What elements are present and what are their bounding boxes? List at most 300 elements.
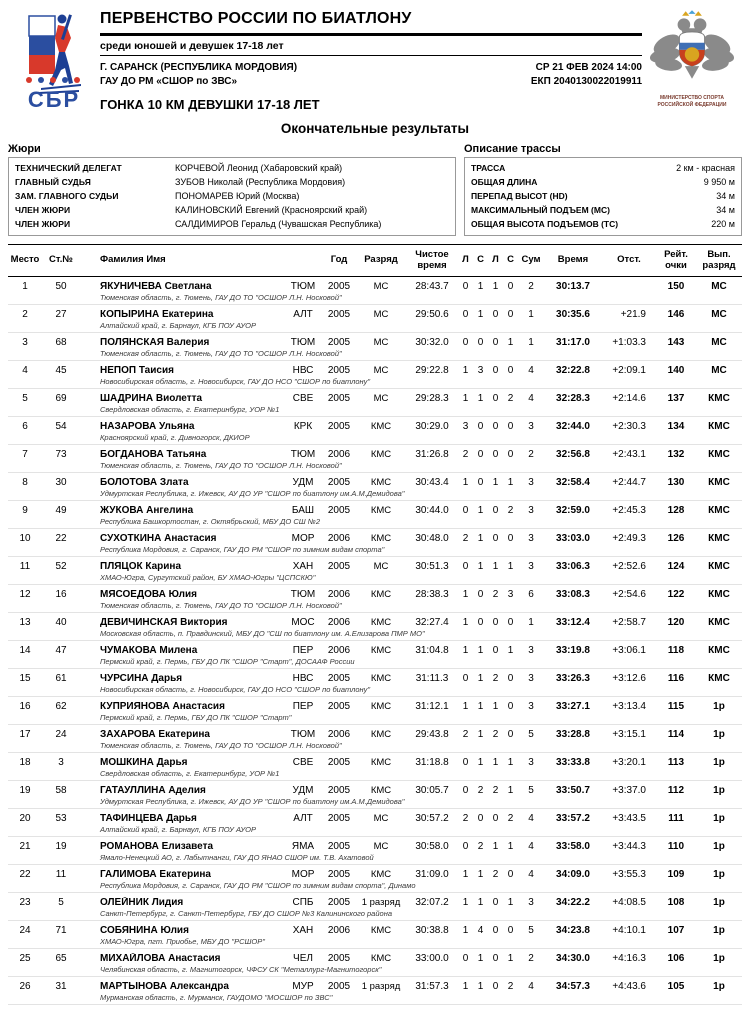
cell-standing2: 0: [507, 700, 514, 712]
cell-pure-time: 31:12.1: [415, 700, 449, 712]
cell-prone2: 1: [492, 840, 499, 852]
cell-place: 25: [19, 952, 31, 964]
cell-standing2: 0: [507, 532, 514, 544]
course-value: 2 км - красная: [676, 163, 735, 173]
cell-standing1: 0: [477, 812, 484, 824]
cell-gap: +4:08.5: [612, 896, 646, 908]
event-datetime: СР 21 ФЕВ 2024 14:00: [535, 62, 642, 73]
cell-rating-points: 115: [667, 700, 685, 712]
cell-athlete-name: МИХАЙЛОВА Анастасия: [100, 952, 221, 964]
cell-birth-year: 2005: [327, 812, 351, 824]
cell-time: 31:17.0: [556, 336, 590, 348]
cell-bib: 54: [55, 420, 67, 432]
cell-prone2: 0: [492, 616, 499, 628]
cell-birth-year: 2005: [327, 336, 351, 348]
cell-prone1: 2: [462, 812, 469, 824]
cell-bib: 65: [55, 952, 67, 964]
cell-bib: 11: [55, 868, 67, 880]
cell-penalty-sum: 2: [528, 280, 534, 292]
cell-standing1: 2: [477, 840, 484, 852]
cell-place: 10: [19, 532, 31, 544]
cell-rank: КМС: [370, 700, 392, 712]
cell-prone1: 1: [462, 868, 469, 880]
cell-time: 30:35.6: [556, 308, 590, 320]
table-row: [8, 893, 742, 921]
cell-gap: +2:52.6: [612, 560, 646, 572]
cell-gap: +3:20.1: [612, 756, 646, 768]
cell-team: Республика Башкортостан, г. Октябрьский, МБУ ДО СШ №2: [100, 517, 321, 527]
course-row: [471, 217, 735, 231]
cell-birth-year: 2005: [327, 420, 351, 432]
course-row: [471, 189, 735, 203]
cell-standing1: 2: [477, 784, 484, 796]
cell-time: 33:26.3: [556, 672, 590, 684]
cell-birth-year: 2006: [327, 588, 351, 600]
cell-birth-year: 2006: [327, 616, 351, 628]
cell-standing2: 0: [507, 448, 514, 460]
cell-earned-rank: 1р: [713, 952, 725, 964]
cell-penalty-sum: 3: [528, 700, 534, 712]
cell-time: 34:23.8: [556, 924, 590, 936]
cell-penalty-sum: 4: [528, 364, 534, 376]
cell-athlete-name: МЯСОЕДОВА Юлия: [100, 588, 197, 600]
course-value: 34 м: [716, 205, 735, 215]
cell-rank: КМС: [370, 756, 392, 768]
course-label: МАКСИМАЛЬНЫЙ ПОДЪЕМ (MC): [471, 205, 610, 215]
cell-earned-rank: МС: [711, 336, 727, 348]
cell-standing1: 1: [477, 728, 484, 740]
cell-birth-year: 2005: [327, 504, 351, 516]
cell-earned-rank: МС: [711, 364, 727, 376]
table-row: [8, 977, 742, 1005]
cell-team: Пермский край, г. Пермь, ГБУ ДО ПК "СШОР "Старт": [100, 713, 292, 723]
cell-standing1: 1: [477, 896, 484, 908]
cell-region: НВС: [292, 364, 314, 376]
cell-gap: +3:55.3: [612, 868, 646, 880]
cell-standing1: 4: [477, 924, 484, 936]
cell-bib: 68: [55, 336, 67, 348]
cell-prone2: 0: [492, 336, 499, 348]
cell-standing2: 0: [507, 308, 514, 320]
cell-standing2: 0: [507, 868, 514, 880]
cell-standing2: 1: [507, 840, 514, 852]
cell-gap: +2:49.3: [612, 532, 646, 544]
cell-earned-rank: КМС: [708, 560, 730, 572]
cell-athlete-name: ЯКУНИЧЕВА Светлана: [100, 280, 212, 292]
cell-earned-rank: КМС: [708, 420, 730, 432]
col-header-rank: Разряд: [364, 254, 398, 266]
cell-earned-rank: КМС: [708, 392, 730, 404]
cell-standing1: 1: [477, 952, 484, 964]
cell-rating-points: 116: [667, 672, 685, 684]
cell-athlete-name: РОМАНОВА Елизавета: [100, 840, 214, 852]
cell-time: 32:59.0: [556, 504, 590, 516]
cell-bib: 24: [55, 728, 67, 740]
cell-team: ХМАО-Югра, Сургутский район, БУ ХМАО-Югры "ЦСПСКЮ": [100, 573, 316, 583]
cell-rating-points: 113: [667, 756, 685, 768]
cell-earned-rank: 1р: [713, 756, 725, 768]
table-row: [8, 445, 742, 473]
cell-team: Алтайский край, г. Барнаул, КГБ ПОУ АУОР: [100, 321, 256, 331]
cell-prone1: 1: [462, 476, 469, 488]
cell-earned-rank: КМС: [708, 588, 730, 600]
cell-athlete-name: ЖУКОВА Ангелина: [100, 504, 194, 516]
cell-bib: 53: [55, 812, 67, 824]
cell-birth-year: 2005: [327, 672, 351, 684]
cell-earned-rank: МС: [711, 280, 727, 292]
cell-rating-points: 109: [667, 868, 685, 880]
table-row: [8, 305, 742, 333]
table-row: [8, 921, 742, 949]
cell-gap: +2:58.7: [612, 616, 646, 628]
cell-rank: КМС: [370, 504, 392, 516]
cell-gap: +4:10.1: [612, 924, 646, 936]
cell-rank: МС: [373, 560, 389, 572]
cell-bib: 30: [55, 476, 67, 488]
table-row: [8, 501, 742, 529]
cell-pure-time: 30:43.4: [415, 476, 449, 488]
cell-pure-time: 31:04.8: [415, 644, 449, 656]
cell-bib: 49: [55, 504, 67, 516]
cell-rank: КМС: [370, 784, 392, 796]
cell-region: УДМ: [292, 476, 314, 488]
cell-prone2: 0: [492, 924, 499, 936]
cell-standing2: 0: [507, 672, 514, 684]
cell-rating-points: 143: [667, 336, 685, 348]
cell-time: 33:03.0: [556, 532, 590, 544]
cell-region: СВЕ: [292, 756, 314, 768]
cell-time: 34:22.2: [556, 896, 590, 908]
cell-pure-time: 30:29.0: [415, 420, 449, 432]
cell-prone2: 0: [492, 504, 499, 516]
cell-prone1: 1: [462, 980, 469, 992]
cell-birth-year: 2005: [327, 868, 351, 880]
jury-row: [15, 175, 449, 189]
cell-region: ЯМА: [291, 840, 315, 852]
cell-athlete-name: ПЛЯЦОК Карина: [100, 560, 182, 572]
cell-rating-points: 130: [667, 476, 685, 488]
document-header: [8, 6, 742, 113]
cell-rank: КМС: [370, 448, 392, 460]
cell-earned-rank: КМС: [708, 532, 730, 544]
cell-rank: КМС: [370, 616, 392, 628]
cell-pure-time: 30:57.2: [415, 812, 449, 824]
cell-standing1: 1: [477, 504, 484, 516]
cell-bib: 45: [55, 364, 67, 376]
event-title: ГОНКА 10 КМ ДЕВУШКИ 17-18 ЛЕТ: [100, 97, 320, 112]
cell-place: 21: [19, 840, 31, 852]
col-header-pure-time: Чистое время: [415, 249, 449, 271]
cell-rating-points: 105: [667, 980, 685, 992]
cell-pure-time: 29:43.8: [415, 728, 449, 740]
cell-earned-rank: 1р: [713, 924, 725, 936]
cell-prone1: 1: [462, 896, 469, 908]
cell-athlete-name: НАЗАРОВА Ульяна: [100, 420, 195, 432]
cell-pure-time: 30:32.0: [415, 336, 449, 348]
course-label: ТРАССА: [471, 163, 506, 173]
cell-pure-time: 29:28.3: [415, 392, 449, 404]
cell-bib: 40: [55, 616, 67, 628]
cell-prone1: 1: [462, 588, 469, 600]
cell-gap: +3:06.1: [612, 644, 646, 656]
cell-place: 26: [19, 980, 31, 992]
cell-rank: МС: [373, 308, 389, 320]
cell-team: ХМАО-Югра, пгт. Приобье, МБУ ДО "РСШОР": [100, 937, 265, 947]
cell-place: 18: [19, 756, 31, 768]
cell-rank: МС: [373, 812, 389, 824]
cell-rank: КМС: [370, 728, 392, 740]
jury-name: ЗУБОВ Николай (Республика Мордовия): [175, 177, 346, 187]
col-header-penalty-sum: Сум: [521, 254, 541, 266]
cell-rank: 1 разряд: [361, 980, 401, 992]
course-label: ОБЩАЯ ВЫСОТА ПОДЪЕМОВ (TC): [471, 219, 619, 229]
table-row: [8, 641, 742, 669]
cell-penalty-sum: 5: [528, 924, 534, 936]
cell-team: Красноярский край, г. Дивногорск, ДКИОР: [100, 433, 250, 443]
cell-standing2: 0: [507, 728, 514, 740]
cell-prone1: 1: [462, 644, 469, 656]
page-subtitle: среди юношей и девушек 17-18 лет: [100, 36, 642, 56]
cell-standing2: 2: [507, 504, 514, 516]
cell-time: 34:09.0: [556, 868, 590, 880]
cell-place: 23: [19, 896, 31, 908]
cell-bib: 73: [55, 448, 67, 460]
cell-team: Тюменская область, г. Тюмень, ГАУ ДО ТО "ОСШОР Л.Н. Носковой": [100, 293, 342, 303]
table-row: [8, 389, 742, 417]
cell-penalty-sum: 3: [528, 476, 534, 488]
jury-name: ПОНОМАРЕВ Юрий (Москва): [175, 191, 300, 201]
cell-gap: +2:09.1: [612, 364, 646, 376]
cell-region: СВЕ: [292, 392, 314, 404]
cell-penalty-sum: 5: [528, 784, 534, 796]
col-header-bib: Ст.№: [49, 254, 73, 266]
cell-region: АЛТ: [293, 812, 313, 824]
cell-region: УДМ: [292, 784, 314, 796]
cell-standing2: 0: [507, 924, 514, 936]
cell-penalty-sum: 3: [528, 896, 534, 908]
cell-rank: КМС: [370, 476, 392, 488]
biathlete-logo-icon: [15, 8, 93, 108]
cell-time: 32:44.0: [556, 420, 590, 432]
col-header-rating-points: Рейт. очки: [664, 249, 688, 271]
venue-line2: ГАУ ДО РМ «СШОР по ЗВС»: [100, 75, 238, 87]
cell-region: ТЮМ: [290, 336, 316, 348]
cell-bib: 58: [55, 784, 67, 796]
cell-standing1: 1: [477, 980, 484, 992]
cell-region: МОР: [291, 532, 315, 544]
cell-rank: МС: [373, 364, 389, 376]
cell-standing2: 1: [507, 560, 514, 572]
cell-time: 34:30.0: [556, 952, 590, 964]
table-row: [8, 781, 742, 809]
cell-bib: 5: [58, 896, 64, 908]
course-section: [464, 143, 742, 236]
cell-rank: КМС: [370, 588, 392, 600]
cell-place: 13: [19, 616, 31, 628]
cell-standing1: 3: [477, 364, 484, 376]
cell-place: 20: [19, 812, 31, 824]
cell-gap: +2:43.1: [612, 448, 646, 460]
cell-pure-time: 33:00.0: [415, 952, 449, 964]
jury-row: [15, 203, 449, 217]
cell-standing1: 1: [477, 868, 484, 880]
cell-birth-year: 2006: [327, 924, 351, 936]
cell-place: 8: [22, 476, 28, 488]
cell-birth-year: 2006: [327, 448, 351, 460]
cell-gap: +1:03.3: [612, 336, 646, 348]
cell-penalty-sum: 4: [528, 392, 534, 404]
col-header-time: Время: [557, 254, 589, 266]
jury-role: ГЛАВНЫЙ СУДЬЯ: [15, 177, 91, 187]
cell-region: ТЮМ: [290, 588, 316, 600]
cell-place: 1: [22, 280, 28, 292]
cell-rating-points: 107: [667, 924, 685, 936]
cell-penalty-sum: 4: [528, 868, 534, 880]
cell-penalty-sum: 5: [528, 728, 534, 740]
cell-earned-rank: 1р: [713, 728, 725, 740]
cell-rating-points: 128: [667, 504, 685, 516]
cell-prone1: 3: [462, 420, 469, 432]
cell-region: МУР: [292, 980, 314, 992]
cell-pure-time: 31:11.3: [415, 672, 449, 684]
jury-box: [8, 157, 456, 236]
cell-standing2: 1: [507, 896, 514, 908]
course-title: Описание трассы: [464, 143, 561, 155]
cell-team: Республика Мордовия, г. Саранск, ГАУ ДО РМ "СШОР по зимним видам спорта": [100, 545, 385, 555]
cell-pure-time: 31:57.3: [415, 980, 449, 992]
course-label: ПЕРЕПАД ВЫСОТ (HD): [471, 191, 568, 201]
cell-place: 17: [19, 728, 31, 740]
cell-prone1: 2: [462, 532, 469, 544]
table-row: [8, 361, 742, 389]
cell-prone1: 0: [462, 504, 469, 516]
cell-time: 33:50.7: [556, 784, 590, 796]
cell-gap: +3:15.1: [612, 728, 646, 740]
cell-athlete-name: ЗАХАРОВА Екатерина: [100, 728, 210, 740]
cell-prone1: 0: [462, 560, 469, 572]
cell-athlete-name: ТАФИНЦЕВА Дарья: [100, 812, 197, 824]
cell-rank: КМС: [370, 924, 392, 936]
cell-earned-rank: КМС: [708, 448, 730, 460]
cell-rating-points: 146: [667, 308, 685, 320]
col-header-name: Фамилия Имя: [100, 254, 166, 266]
cell-penalty-sum: 3: [528, 560, 534, 572]
table-row: [8, 529, 742, 557]
results-title: Окончательные результаты: [280, 121, 470, 136]
cell-place: 11: [19, 560, 31, 572]
cell-prone2: 0: [492, 952, 499, 964]
cell-standing1: 1: [477, 308, 484, 320]
cell-earned-rank: КМС: [708, 476, 730, 488]
cell-gap: +3:12.6: [612, 672, 646, 684]
cell-pure-time: 30:38.8: [415, 924, 449, 936]
cell-region: МОС: [291, 616, 315, 628]
cell-athlete-name: ЧУМАКОВА Милена: [100, 644, 198, 656]
sbr-logo: [8, 6, 100, 113]
cell-team: Мурманская область, г. Мурманск, ГАУДОМО "МОСШОР по ЗВС": [100, 993, 333, 1003]
cell-place: 3: [22, 336, 28, 348]
cell-prone2: 0: [492, 812, 499, 824]
cell-athlete-name: СОБЯНИНА Юлия: [100, 924, 189, 936]
cell-bib: 19: [55, 840, 67, 852]
cell-time: 34:57.3: [556, 980, 590, 992]
cell-athlete-name: БОЛОТОВА Злата: [100, 476, 189, 488]
cell-rating-points: 108: [667, 896, 685, 908]
course-row: [471, 175, 735, 189]
course-value: 220 м: [711, 219, 735, 229]
cell-place: 14: [19, 644, 31, 656]
course-row: [471, 161, 735, 175]
cell-birth-year: 2005: [327, 476, 351, 488]
table-row: [8, 277, 742, 305]
cell-prone2: 0: [492, 532, 499, 544]
cell-team: Санкт-Петербург, г. Санкт-Петербург, ГБУ ДО СШОР №3 Калининского района: [100, 909, 392, 919]
cell-birth-year: 2005: [327, 280, 351, 292]
cell-rating-points: 132: [667, 448, 685, 460]
cell-prone2: 2: [492, 588, 499, 600]
cell-team: Алтайский край, г. Барнаул, КГБ ПОУ АУОР: [100, 825, 256, 835]
cell-team: Тюменская область, г. Тюмень, ГАУ ДО ТО "ОСШОР Л.Н. Носковой": [100, 461, 342, 471]
cell-region: КРК: [293, 420, 313, 432]
cell-earned-rank: КМС: [708, 672, 730, 684]
cell-bib: 27: [55, 308, 67, 320]
cell-birth-year: 2005: [327, 560, 351, 572]
ministry-line2: РОССИЙСКОЙ ФЕДЕРАЦИИ: [657, 101, 727, 108]
cell-birth-year: 2006: [327, 644, 351, 656]
cell-penalty-sum: 3: [528, 756, 534, 768]
jury-role: ЗАМ. ГЛАВНОГО СУДЬИ: [15, 191, 119, 201]
cell-gap: +2:14.6: [612, 392, 646, 404]
jury-row: [15, 217, 449, 231]
cell-pure-time: 30:05.7: [415, 784, 449, 796]
cell-place: 24: [19, 924, 31, 936]
cell-rating-points: 140: [667, 364, 685, 376]
cell-gap: +3:37.0: [612, 784, 646, 796]
ministry-caption: [642, 95, 742, 108]
cell-bib: 71: [55, 924, 67, 936]
cell-prone1: 2: [462, 728, 469, 740]
cell-penalty-sum: 3: [528, 420, 534, 432]
cell-standing1: 0: [477, 616, 484, 628]
cell-bib: 31: [55, 980, 67, 992]
cell-rating-points: 106: [667, 952, 685, 964]
cell-pure-time: 30:51.3: [415, 560, 449, 572]
col-header-standing2: С: [507, 254, 514, 266]
cell-athlete-name: МОШКИНА Дарья: [100, 756, 188, 768]
cell-standing1: 1: [477, 700, 484, 712]
cell-prone1: 0: [462, 840, 469, 852]
jury-name: САЛДИМИРОВ Геральд (Чувашская Республика): [175, 219, 382, 229]
cell-rating-points: 112: [667, 784, 685, 796]
cell-prone2: 2: [492, 728, 499, 740]
cell-athlete-name: ЧУРСИНА Дарья: [100, 672, 183, 684]
cell-place: 16: [19, 700, 31, 712]
cell-pure-time: 32:27.4: [415, 616, 449, 628]
cell-team: Московская область, п. Правдинский, МБУ ДО "СШ по биатлону им. А.Елизарова ПМР МО": [100, 629, 425, 639]
table-row: [8, 473, 742, 501]
cell-rating-points: 118: [667, 644, 685, 656]
cell-prone1: 0: [462, 280, 469, 292]
cell-time: 30:13.7: [556, 280, 590, 292]
cell-prone1: 1: [462, 924, 469, 936]
cell-time: 33:57.2: [556, 812, 590, 824]
cell-birth-year: 2005: [327, 840, 351, 852]
cell-rating-points: 124: [667, 560, 685, 572]
results-body: [8, 277, 742, 1005]
info-boxes: [8, 143, 742, 236]
cell-prone1: 0: [462, 336, 469, 348]
cell-athlete-name: ГАТАУЛЛИНА Аделия: [100, 784, 206, 796]
